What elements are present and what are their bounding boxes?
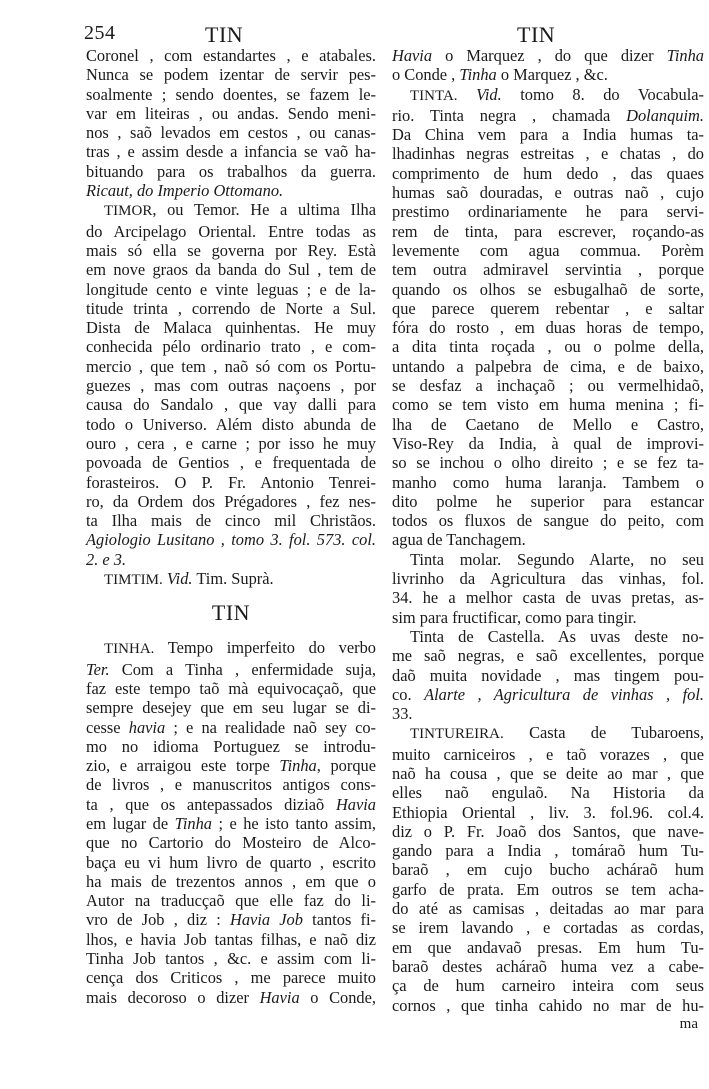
text-line: Ethiopia Oriental , liv. 3. fol.96. col.4. bbox=[392, 802, 704, 822]
page-number: 254 bbox=[84, 22, 116, 44]
text-fragment: tantos fi- bbox=[312, 910, 376, 930]
text-line: comprimento de hum dedo , das quaes bbox=[392, 163, 704, 183]
text-line: humas saõ douradas, e outras naõ , cujo bbox=[392, 183, 704, 203]
text-line bbox=[86, 988, 376, 1007]
text-line: manho como huma laranja. Tambem o bbox=[392, 472, 704, 492]
italic-word: Tinha bbox=[666, 46, 704, 65]
entry-tinta-molar: Tinta molar. Segundo Alarte, no seu bbox=[410, 549, 704, 569]
text-line: causa do Sandalo , que vay dalli para bbox=[86, 395, 376, 415]
text-line bbox=[392, 685, 704, 704]
text-line: guezes , mas com outras naçoens , por bbox=[86, 376, 376, 396]
text-line: ça de hum carneiro inteira com seus bbox=[392, 976, 704, 996]
text-line: 33. bbox=[392, 704, 413, 724]
text-line: se desfaz a inchaçaõ ; ou vermelhidaõ, bbox=[392, 376, 704, 396]
text-fragment: , ou Temor. He a ultima Ilha bbox=[152, 200, 376, 220]
vid-abbrev: Vid. bbox=[476, 84, 502, 104]
text-fragment: cesse bbox=[86, 717, 121, 737]
italic-word: Tinha bbox=[279, 756, 317, 776]
text-line bbox=[392, 106, 704, 125]
text-line: cornos , que tinha cahido no mar de hu- bbox=[392, 995, 704, 1015]
headword-timor: TIMOR bbox=[104, 203, 153, 220]
text-line: lhos, e havia Job tantas filhas, e naõ diz bbox=[86, 929, 376, 949]
text-line: a dita tinta roçada , ou o polme della, bbox=[392, 337, 704, 357]
text-line bbox=[86, 795, 376, 814]
text-line: lhadinhas negras estreitas , e chatas , do bbox=[392, 144, 704, 164]
text-line: do Arcipelago Oriental. Entre todas as bbox=[86, 221, 376, 241]
headword-timtim: TIMTIM. bbox=[104, 572, 163, 589]
text-line: de livros , e manuscritos antigos cons- bbox=[86, 775, 376, 795]
text-line: ouro , cera , e carne ; por isso he muy bbox=[86, 433, 376, 453]
text-line: que no Cartorio do Mosteiro de Alco- bbox=[86, 833, 376, 853]
text-line: ro, da Ordem dos Prégadores , fez nes- bbox=[86, 491, 376, 511]
text-line: Dista de Malaca quinhentas. He muy bbox=[86, 318, 376, 338]
text-line: baraõ destes acháraõ huma vez a cabe- bbox=[392, 956, 704, 976]
italic-word: Havia bbox=[392, 46, 433, 65]
text-line: baça eu vi hum livro de quarto , escrito bbox=[86, 852, 376, 872]
text-line: em nove graos da banda do Sul , tem de bbox=[86, 260, 376, 280]
text-line: garfo de prata. Em outros se tem acha- bbox=[392, 879, 704, 899]
text-line: var em liteiras , ou andas. Sendo meni- bbox=[86, 103, 376, 123]
text-line bbox=[392, 65, 704, 84]
text-line: sim para fructificar, como para tingir. bbox=[392, 607, 637, 627]
text-line: me saõ negras, e saõ excellentes, porque bbox=[392, 646, 704, 666]
text-line: naõ ha cousa , que se deite ao mar , que bbox=[392, 763, 704, 783]
left-column bbox=[86, 46, 376, 1007]
text-line: elles naõ engulaõ. Na Historia da bbox=[392, 783, 704, 803]
text-line bbox=[86, 756, 376, 775]
text-line: que parece querem rebentar , e saltar bbox=[392, 298, 704, 318]
text-line: titude trinta , correndo de Norte a Sul. bbox=[86, 298, 376, 318]
catchword: ma bbox=[679, 1015, 698, 1032]
text-line: levemente com agua commua. Porèm bbox=[392, 240, 704, 260]
italic-word: havia bbox=[128, 717, 166, 737]
text-fragment: Tim. Suprà. bbox=[196, 569, 274, 589]
citation-agiologio: Agiologio Lusitano , tomo 3. fol. 573. col. bbox=[86, 530, 376, 550]
text-line: muito carniceiros , e taõ vorazes , que bbox=[392, 744, 704, 764]
text-line: todo o Universo. Além disto abunda de bbox=[86, 414, 376, 434]
vid-abbrev: Vid. bbox=[166, 569, 193, 589]
text-line: faz este tempo taõ mà equivocaçaõ, que bbox=[86, 678, 376, 698]
text-line: 34. he a melhor casta de uvas pretas, as- bbox=[392, 588, 704, 608]
italic-word: Havia bbox=[259, 987, 300, 1007]
text-fragment: Com a Tinha , enfermidade suja, bbox=[121, 659, 376, 679]
text-line: como se tem visto em huma menina ; fi- bbox=[392, 395, 704, 415]
text-fragment: Tempo imperfeito do verbo bbox=[167, 638, 376, 658]
section-heading-tin: TIN bbox=[211, 600, 251, 626]
entry-tinta-castella: Tinta de Castella. As uvas deste no- bbox=[410, 626, 704, 646]
citation-agiologio-end: 2. e 3. bbox=[86, 549, 127, 569]
text-line: livrinho da Agricultura das vinhas, fol. bbox=[392, 569, 704, 589]
text-line bbox=[86, 718, 376, 737]
text-fragment: o Conde , bbox=[392, 65, 456, 85]
text-line: nos , saõ levados em cestos , ou canas- bbox=[86, 123, 376, 143]
text-line: daõ muita novidade , mas tingem pou- bbox=[392, 665, 704, 685]
text-line: diz o P. Fr. Joaõ dos Santos, que nave- bbox=[392, 821, 704, 841]
text-line: agua de Tanchagem. bbox=[392, 530, 526, 550]
text-fragment: rio. Tinta negra , chamada bbox=[392, 105, 611, 125]
text-fragment: o Marquez , &c. bbox=[500, 65, 608, 85]
italic-word: Tinha bbox=[459, 65, 497, 85]
text-fragment: em lugar de bbox=[86, 813, 169, 833]
entry-timor bbox=[86, 200, 376, 221]
text-line: bituando para os trabalhos da guerra. bbox=[86, 161, 376, 181]
text-line: mais só ella se governa por Rey. Està bbox=[86, 240, 376, 260]
text-line: ta Ilha mais de cinco mil Christãos. bbox=[86, 511, 376, 531]
text-fragment: zio, e arraigou este torpe bbox=[86, 756, 270, 776]
text-line: todos os fluxos de sangue do peito, com bbox=[392, 511, 704, 531]
entry-timtim bbox=[86, 569, 376, 590]
italic-word: Havia Job bbox=[230, 910, 303, 930]
text-fragment: tomo 8. do Vocabula- bbox=[520, 84, 704, 104]
text-line: conhecida pélo ordinario trato , e com- bbox=[86, 337, 376, 357]
text-line bbox=[392, 46, 704, 65]
text-line bbox=[86, 660, 376, 679]
running-head-left: TIN bbox=[205, 22, 244, 47]
text-line: mo no idioma Portuguez se introdu- bbox=[86, 736, 376, 756]
text-line: tem outra admiravel servintia , porque bbox=[392, 260, 704, 280]
text-line: rem de tinta, para escrever, roçando-as bbox=[392, 221, 704, 241]
text-line: povoada de Gentios , e frequentada de bbox=[86, 453, 376, 473]
text-line: do até as camisas , deitadas ao mar para bbox=[392, 899, 704, 919]
text-fragment: o Marquez , do que dizer bbox=[445, 46, 654, 65]
italic-word: Tinha bbox=[174, 813, 212, 833]
text-line: Da China vem para a India humas ta- bbox=[392, 125, 704, 145]
text-fragment: , porque bbox=[316, 756, 376, 776]
right-column bbox=[392, 46, 704, 1033]
text-line: longitude cento e vinte leguas ; e de la- bbox=[86, 279, 376, 299]
entry-tinha bbox=[86, 638, 376, 659]
text-line: forasteiros. O P. Fr. Antonio Tenrei- bbox=[86, 472, 376, 492]
text-line: lha de Caetano de Mello e Castro, bbox=[392, 414, 704, 434]
citation-alarte: Alarte , Agricultura de vinhas , fol. bbox=[424, 684, 704, 704]
headword-tintureira: TINTUREIRA. bbox=[410, 726, 504, 743]
text-line: Autor na traducçaõ que elle faz do li- bbox=[86, 891, 376, 911]
text-line: cença dos Criticos , me parece muito bbox=[86, 968, 376, 988]
text-line: sempre desejey que em seu lugar se di- bbox=[86, 698, 376, 718]
italic-word: Dolanquim. bbox=[626, 105, 704, 125]
text-fragment: o Conde, bbox=[310, 987, 376, 1007]
text-line bbox=[86, 814, 376, 833]
text-line: se irem lavando , e cortadas as cordas, bbox=[392, 918, 704, 938]
text-line: tras , e assim desde a infancia se vaõ ha- bbox=[86, 142, 376, 162]
text-line: gando para a India , tomáraõ hum Tu- bbox=[392, 841, 704, 861]
text-line: Tinha Job tantos , &c. e assim com li- bbox=[86, 949, 376, 969]
text-line: untando a palpebra de cima, e de baixo, bbox=[392, 356, 704, 376]
text-fragment: ; e he isto tanto assim, bbox=[218, 813, 376, 833]
text-line: fóra do rosto , em duas horas de tempo, bbox=[392, 318, 704, 338]
text-line bbox=[86, 910, 376, 929]
text-line: Coronel , com estandartes , e atabales. bbox=[86, 46, 376, 65]
entry-tinta bbox=[392, 85, 704, 106]
text-fragment: co. bbox=[392, 684, 412, 704]
text-line: Nunca se podem izentar de servir pes- bbox=[86, 65, 376, 85]
text-fragment: vro de Job , diz : bbox=[86, 910, 221, 930]
text-line: quando os olhos se esbugalhaõ de sorte, bbox=[392, 279, 704, 299]
text-line: Viso-Rey da India, à qual de improvi- bbox=[392, 433, 704, 453]
text-line: ha mais de trezentos annos , em que o bbox=[86, 871, 376, 891]
text-line: em que andavaõ presas. Em hum Tu- bbox=[392, 937, 704, 957]
text-line: dito polme he superior para estancar bbox=[392, 491, 704, 511]
headword-tinta: TINTA. bbox=[410, 87, 458, 104]
running-head-right: TIN bbox=[517, 22, 556, 47]
text-fragment: ; e na realidade naõ sey co- bbox=[173, 717, 376, 737]
text-line: prestimo ordinariamente he para servi- bbox=[392, 202, 704, 222]
entry-tintureira bbox=[392, 723, 704, 744]
text-fragment: mais decoroso o dizer bbox=[86, 987, 249, 1007]
headword-tinha: TINHA. bbox=[104, 641, 155, 658]
text-line: baraõ , em cujo bucho acháraõ hum bbox=[392, 860, 704, 880]
citation-ricaut: Ricaut, do Imperio Ottomano. bbox=[86, 181, 284, 201]
text-fragment: ta , que os antepassados diziaõ bbox=[86, 794, 325, 814]
text-fragment: Casta de Tubaroens, bbox=[529, 723, 704, 743]
text-line: soalmente ; sendo doentes, se fazem le- bbox=[86, 84, 376, 104]
italic-word: Havia bbox=[335, 794, 376, 814]
word-ter: Ter. bbox=[86, 659, 110, 679]
text-line: mercio , que tem , naõ só com os Portu- bbox=[86, 356, 376, 376]
text-line: so se inchou o olho direito ; e se fez ta- bbox=[392, 453, 704, 473]
